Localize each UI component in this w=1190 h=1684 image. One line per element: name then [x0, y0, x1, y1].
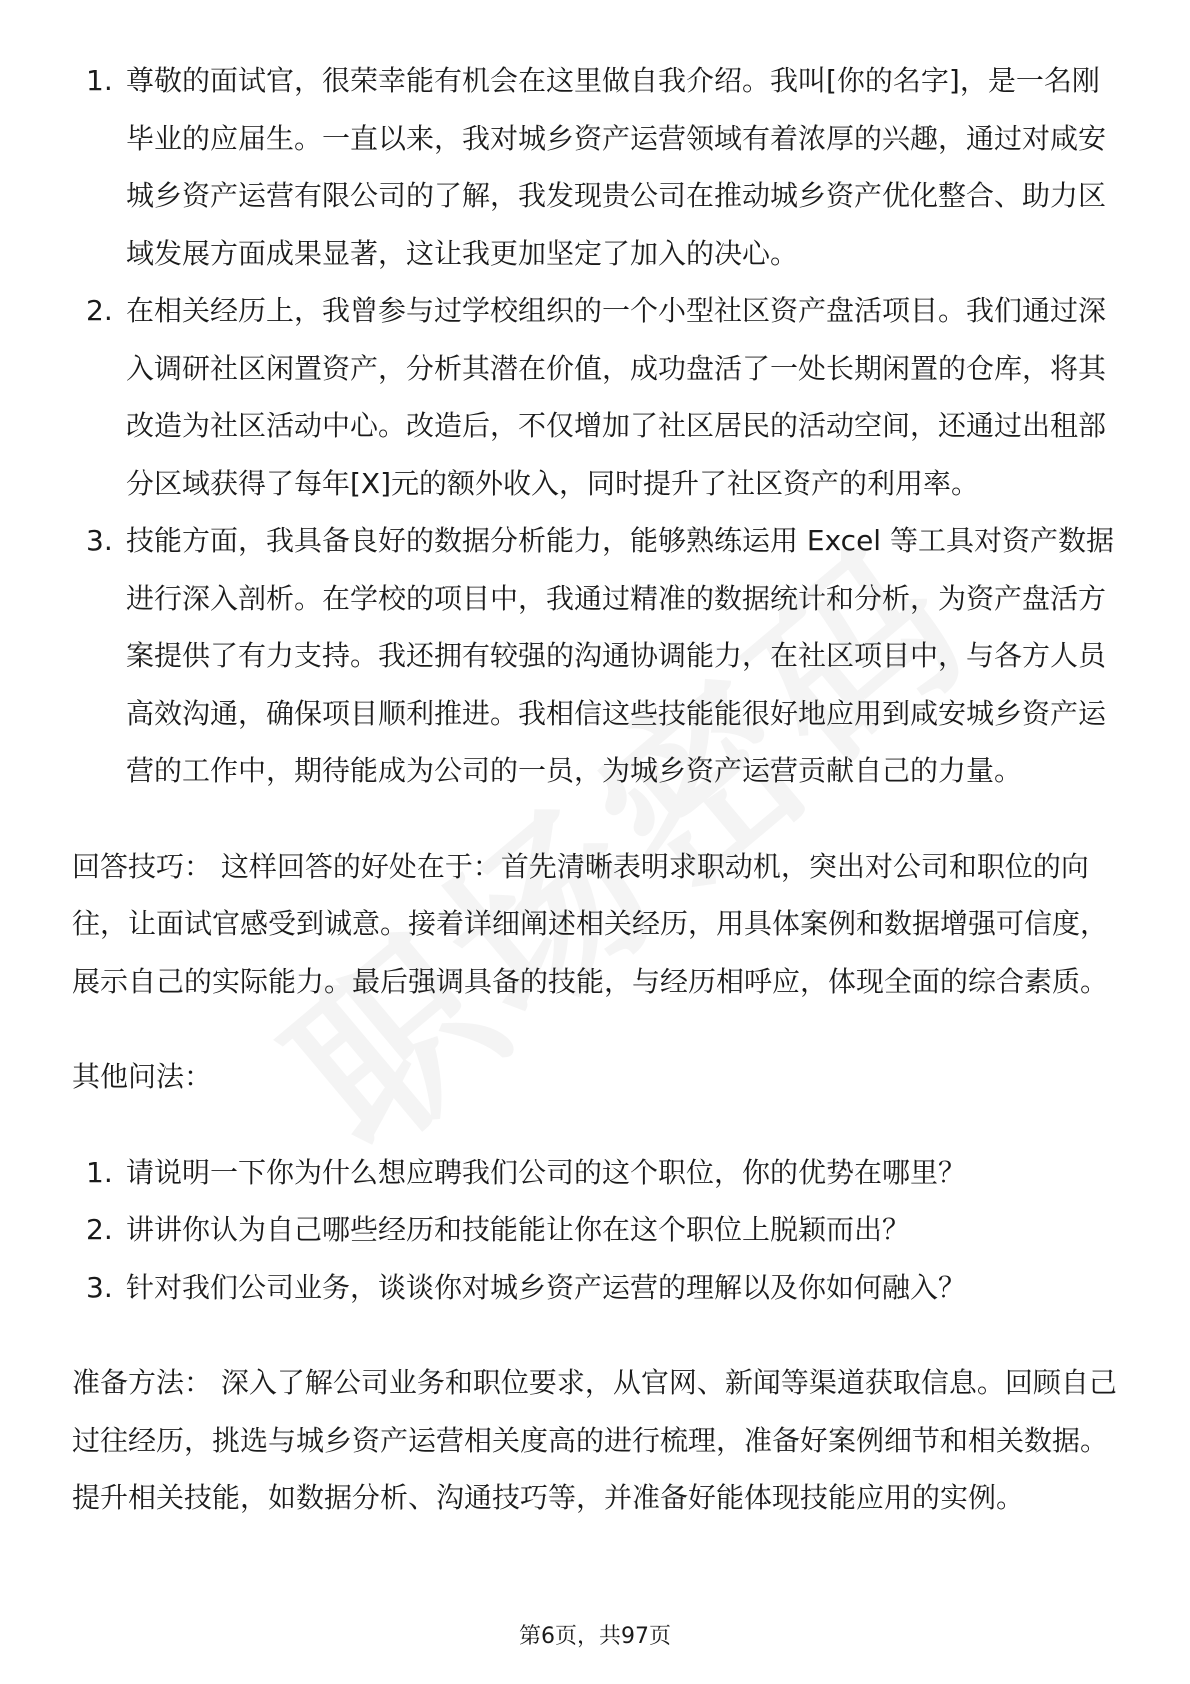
answer-item — [72, 52, 1120, 282]
preparation-label: 准备方法： — [72, 1366, 213, 1399]
question-text: 讲讲你认为自己哪些经历和技能能让你在这个职位上脱颖而出？ — [126, 1213, 911, 1246]
other-questions-list — [72, 1144, 1120, 1317]
list-number: 3. — [86, 524, 113, 557]
question-item — [72, 1144, 1120, 1202]
preparation-paragraph — [72, 1354, 1120, 1527]
list-number: 2. — [86, 1213, 113, 1246]
list-number: 1. — [86, 64, 113, 97]
question-item — [72, 1201, 1120, 1259]
tips-paragraph — [72, 838, 1120, 1011]
page-footer: 第6页，共97页 — [519, 1624, 671, 1649]
question-text: 针对我们公司业务，谈谈你对城乡资产运营的理解以及你如何融入？ — [126, 1270, 967, 1304]
answer-text: 尊敬的面试官，很荣幸能有机会在这里做自我介绍。我叫[你的名字]，是一名刚毕业的应届生。一直以来，我对城乡资产运营领域有着浓厚的兴趣，通过对咸安城乡资产运营有限公司的了解，我发现贵公司在推动城乡资产优化整合、助力区域发展方面成果显著，这让我更加坚定了加入的决心。 — [126, 64, 1107, 270]
preparation-text: 深入了解公司业务和职位要求，从官网、新闻等渠道获取信息。回顾自己过往经历，挑选与城乡资产运营相关度高的进行梳理，准备好案例细节和相关数据。提升相关技能，如数据分析、沟通技巧等，并准备好能体现技能应用的实例。 — [72, 1366, 1117, 1514]
answer-text: 技能方面，我具备良好的数据分析能力，能够熟练运用 Excel 等工具对资产数据进行深入剖析。在学校的项目中，我通过精准的数据统计和分析，为资产盘活方案提供了有力支持。我还拥有较强的沟通协调能力，在社区项目中，与各方人员高效沟通，确保项目顺利推进。我相信这些技能能很好地应用到咸安城乡资产运营的工作中，期待能成为公司的一员，为城乡资产运营贡献自己的力量。 — [126, 524, 1114, 787]
answer-item — [72, 282, 1120, 512]
tips-text: 这样回答的好处在于：首先清晰表明求职动机，突出对公司和职位的向往，让面试官感受到诚意。接着详细阐述相关经历，用具体案例和数据增强可信度，展示自己的实际能力。最后强调具备的技能，与经历相呼应，体现全面的综合素质。 — [72, 849, 1109, 998]
list-number: 1. — [86, 1155, 113, 1189]
answer-text: 在相关经历上，我曾参与过学校组织的一个小型社区资产盘活项目。我们通过深入调研社区闲置资产，分析其潜在价值，成功盘活了一处长期闲置的仓库，将其改造为社区活动中心。改造后，不仅增加了社区居民的活动空间，还通过出租部分区域获得了每年[X]元的额外收入，同时提升了社区资产的利用率。 — [126, 294, 1107, 500]
tips-label: 回答技巧： — [72, 849, 213, 883]
list-number: 3. — [86, 1270, 113, 1304]
answer-item — [72, 512, 1120, 800]
question-text: 请说明一下你为什么想应聘我们公司的这个职位，你的优势在哪里？ — [126, 1155, 967, 1189]
main-content — [72, 52, 1120, 1527]
question-item — [72, 1259, 1120, 1317]
answer-list — [72, 52, 1120, 800]
other-questions-heading: 其他问法： — [72, 1060, 213, 1093]
list-number: 2. — [86, 294, 113, 327]
